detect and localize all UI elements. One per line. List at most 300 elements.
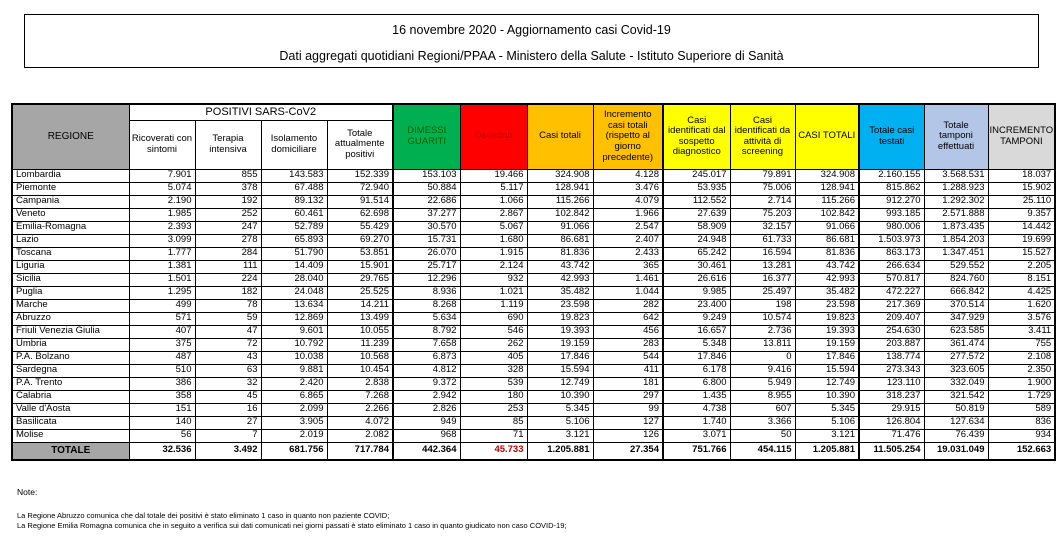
- data-cell: 283: [593, 338, 663, 351]
- data-cell: 529.552: [924, 260, 988, 273]
- data-cell: 61.733: [730, 234, 795, 247]
- data-cell: 14.211: [327, 299, 393, 312]
- data-cell: 1.288.923: [924, 182, 988, 195]
- data-cell: 321.542: [924, 390, 988, 403]
- note-line-emilia: La Regione Emilia Romagna comunica che in seguito a verifica sui dati comunicati nei giorni passati è stato eliminato 1 caso in quanto giudicato non caso COVID-19;: [17, 521, 567, 530]
- data-cell: 3.099: [129, 234, 195, 247]
- data-cell: 42.993: [527, 273, 593, 286]
- data-cell: 824.760: [924, 273, 988, 286]
- data-cell: 47: [195, 325, 261, 338]
- data-cell: 3.071: [663, 429, 730, 442]
- data-cell: 115.266: [795, 195, 859, 208]
- table-row: [12, 286, 1055, 299]
- table-row: [12, 260, 1055, 273]
- region-name: Marche: [12, 299, 129, 312]
- header-incremento-tamponi: INCREMENTO TAMPONI: [988, 104, 1055, 169]
- data-cell: 863.173: [859, 247, 924, 260]
- data-cell: 102.842: [795, 208, 859, 221]
- data-cell: 224: [195, 273, 261, 286]
- data-cell: 6.178: [663, 364, 730, 377]
- data-cell: 2.420: [261, 377, 327, 390]
- data-cell: 181: [593, 377, 663, 390]
- data-cell: 8.792: [393, 325, 460, 338]
- data-cell: 755: [988, 338, 1055, 351]
- data-cell: 411: [593, 364, 663, 377]
- data-cell: 71.476: [859, 429, 924, 442]
- data-cell: 10.792: [261, 338, 327, 351]
- data-cell: 86.681: [795, 234, 859, 247]
- data-cell: 3.121: [527, 429, 593, 442]
- data-cell: 16.657: [663, 325, 730, 338]
- data-cell: 16.594: [730, 247, 795, 260]
- header-isolamento: Isolamento domiciliare: [261, 120, 327, 169]
- data-cell: 58.909: [663, 221, 730, 234]
- data-cell: 836: [988, 416, 1055, 429]
- data-cell: 128.941: [795, 182, 859, 195]
- data-cell: 26.070: [393, 247, 460, 260]
- data-cell: 29.765: [327, 273, 393, 286]
- data-cell: 16.377: [730, 273, 795, 286]
- data-cell: 1.966: [593, 208, 663, 221]
- data-cell: 67.488: [261, 182, 327, 195]
- data-cell: 2.714: [730, 195, 795, 208]
- table-row: [12, 221, 1055, 234]
- table-footer: [12, 442, 1055, 460]
- data-cell: 993.185: [859, 208, 924, 221]
- data-cell: 1.854.203: [924, 234, 988, 247]
- data-cell: 112.552: [663, 195, 730, 208]
- data-cell: 50: [730, 429, 795, 442]
- region-name: Liguria: [12, 260, 129, 273]
- data-cell: 405: [460, 351, 527, 364]
- data-cell: 570.817: [859, 273, 924, 286]
- data-cell: 2.867: [460, 208, 527, 221]
- data-cell: 5.949: [730, 377, 795, 390]
- data-cell: 499: [129, 299, 195, 312]
- data-cell: 1.740: [663, 416, 730, 429]
- data-cell: 18.037: [988, 169, 1055, 182]
- data-cell: 182: [195, 286, 261, 299]
- data-cell: 2.350: [988, 364, 1055, 377]
- data-cell: 323.605: [924, 364, 988, 377]
- data-cell: 4.079: [593, 195, 663, 208]
- data-cell: 25.717: [393, 260, 460, 273]
- table-row: [12, 195, 1055, 208]
- data-cell: 19.823: [795, 312, 859, 325]
- data-cell: 5.067: [460, 221, 527, 234]
- data-cell: 19.159: [527, 338, 593, 351]
- data-cell: 56: [129, 429, 195, 442]
- data-cell: 934: [988, 429, 1055, 442]
- data-cell: 43.742: [527, 260, 593, 273]
- data-cell: 5.117: [460, 182, 527, 195]
- data-cell: 7.658: [393, 338, 460, 351]
- region-name: Friuli Venezia Giulia: [12, 325, 129, 338]
- data-cell: 203.887: [859, 338, 924, 351]
- data-cell: 8.151: [988, 273, 1055, 286]
- data-cell: 15.594: [527, 364, 593, 377]
- data-cell: 12.296: [393, 273, 460, 286]
- region-name: Campania: [12, 195, 129, 208]
- data-cell: 361.474: [924, 338, 988, 351]
- region-name: Molise: [12, 429, 129, 442]
- data-cell: 75.203: [730, 208, 795, 221]
- data-cell: 45: [195, 390, 261, 403]
- data-cell: 55.429: [327, 221, 393, 234]
- data-cell: 3.411: [988, 325, 1055, 338]
- data-cell: 12.749: [527, 377, 593, 390]
- data-cell: 152.339: [327, 169, 393, 182]
- data-cell: 126.804: [859, 416, 924, 429]
- data-cell: 510: [129, 364, 195, 377]
- data-cell: 912.270: [859, 195, 924, 208]
- data-cell: 127: [593, 416, 663, 429]
- data-cell: 1.985: [129, 208, 195, 221]
- notes-section: [17, 487, 566, 531]
- table-row: [12, 312, 1055, 325]
- data-cell: 8.936: [393, 286, 460, 299]
- table-row: [12, 247, 1055, 260]
- data-cell: 347.929: [924, 312, 988, 325]
- data-cell: 332.049: [924, 377, 988, 390]
- table-row: [12, 429, 1055, 442]
- data-cell: 60.461: [261, 208, 327, 221]
- data-cell: 10.055: [327, 325, 393, 338]
- data-cell: 28.040: [261, 273, 327, 286]
- table-row: [12, 351, 1055, 364]
- data-cell: 0: [730, 351, 795, 364]
- data-cell: 2.205: [988, 260, 1055, 273]
- data-cell: 2.108: [988, 351, 1055, 364]
- data-cell: 123.110: [859, 377, 924, 390]
- data-cell: 25.110: [988, 195, 1055, 208]
- table-row: [12, 182, 1055, 195]
- data-cell: 126: [593, 429, 663, 442]
- region-name: Sardegna: [12, 364, 129, 377]
- data-cell: 4.425: [988, 286, 1055, 299]
- totale-cell: 442.364: [393, 442, 460, 460]
- header-casi-totali: Casi totali: [527, 104, 593, 169]
- data-cell: 9.357: [988, 208, 1055, 221]
- data-cell: 9.601: [261, 325, 327, 338]
- region-name: Lazio: [12, 234, 129, 247]
- header-casi-screening: Casi identificati da attività di screening: [730, 104, 795, 169]
- data-cell: 24.948: [663, 234, 730, 247]
- data-cell: 252: [195, 208, 261, 221]
- data-cell: 7.268: [327, 390, 393, 403]
- data-cell: 23.598: [795, 299, 859, 312]
- table-row: [12, 364, 1055, 377]
- data-cell: 25.525: [327, 286, 393, 299]
- data-cell: 968: [393, 429, 460, 442]
- data-cell: 19.393: [795, 325, 859, 338]
- data-cell: 11.239: [327, 338, 393, 351]
- data-cell: 1.501: [129, 273, 195, 286]
- header-ricoverati: Ricoverati con sintomi: [129, 120, 195, 169]
- header-casi-totali-big: CASI TOTALI: [795, 104, 859, 169]
- data-cell: 358: [129, 390, 195, 403]
- data-cell: 7: [195, 429, 261, 442]
- data-cell: 932: [460, 273, 527, 286]
- data-cell: 23.598: [527, 299, 593, 312]
- data-cell: 254.630: [859, 325, 924, 338]
- data-cell: 22.686: [393, 195, 460, 208]
- data-cell: 24.048: [261, 286, 327, 299]
- data-cell: 16: [195, 403, 261, 416]
- data-cell: 35.482: [795, 286, 859, 299]
- data-cell: 19.823: [527, 312, 593, 325]
- data-cell: 91.066: [795, 221, 859, 234]
- report-date-title: 16 novembre 2020 - Aggiornamento casi Covid-19: [392, 23, 671, 37]
- data-cell: 63: [195, 364, 261, 377]
- region-name: Toscana: [12, 247, 129, 260]
- data-cell: 53.851: [327, 247, 393, 260]
- region-name: Emilia-Romagna: [12, 221, 129, 234]
- data-cell: 2.160.155: [859, 169, 924, 182]
- data-cell: 102.842: [527, 208, 593, 221]
- data-cell: 85: [460, 416, 527, 429]
- header-casi-sospetto: Casi identificati dal sospetto diagnostico: [663, 104, 730, 169]
- data-cell: 949: [393, 416, 460, 429]
- data-cell: 365: [593, 260, 663, 273]
- table-row: [12, 169, 1055, 182]
- notes-label: Note:: [17, 487, 38, 497]
- data-cell: 99: [593, 403, 663, 416]
- data-cell: 13.499: [327, 312, 393, 325]
- totale-label: TOTALE: [12, 442, 129, 460]
- data-cell: 2.082: [327, 429, 393, 442]
- data-cell: 143.583: [261, 169, 327, 182]
- data-cell: 1.915: [460, 247, 527, 260]
- totale-cell: 681.756: [261, 442, 327, 460]
- title-box: [24, 14, 1039, 68]
- data-cell: 10.574: [730, 312, 795, 325]
- data-cell: 128.941: [527, 182, 593, 195]
- data-cell: 607: [730, 403, 795, 416]
- region-name: Veneto: [12, 208, 129, 221]
- data-cell: 13.281: [730, 260, 795, 273]
- data-cell: 324.908: [527, 169, 593, 182]
- data-cell: 42.993: [795, 273, 859, 286]
- data-cell: 127.634: [924, 416, 988, 429]
- header-incremento-casi: Incremento casi totali (rispetto al giorno precedente): [593, 104, 663, 169]
- data-cell: 50.819: [924, 403, 988, 416]
- data-cell: 53.935: [663, 182, 730, 195]
- data-cell: 153.103: [393, 169, 460, 182]
- header-totale-testati: Totale casi testati: [859, 104, 924, 169]
- table-row: [12, 377, 1055, 390]
- data-cell: 17.846: [527, 351, 593, 364]
- data-cell: 1.295: [129, 286, 195, 299]
- data-cell: 62.698: [327, 208, 393, 221]
- data-cell: 91.514: [327, 195, 393, 208]
- data-cell: 571: [129, 312, 195, 325]
- data-cell: 4.812: [393, 364, 460, 377]
- data-cell: 815.862: [859, 182, 924, 195]
- data-cell: 980.006: [859, 221, 924, 234]
- data-cell: 5.345: [527, 403, 593, 416]
- data-cell: 13.634: [261, 299, 327, 312]
- data-cell: 1.900: [988, 377, 1055, 390]
- data-cell: 2.736: [730, 325, 795, 338]
- data-cell: 5.106: [527, 416, 593, 429]
- data-cell: 32: [195, 377, 261, 390]
- data-cell: 3.476: [593, 182, 663, 195]
- data-cell: 10.038: [261, 351, 327, 364]
- data-cell: 72.940: [327, 182, 393, 195]
- data-cell: 2.266: [327, 403, 393, 416]
- header-totale-tamponi: Totale tamponi effettuati: [924, 104, 988, 169]
- data-cell: 15.731: [393, 234, 460, 247]
- data-cell: 1.381: [129, 260, 195, 273]
- data-cell: 1.292.302: [924, 195, 988, 208]
- data-cell: 1.503.973: [859, 234, 924, 247]
- data-cell: 3.576: [988, 312, 1055, 325]
- data-cell: 15.902: [988, 182, 1055, 195]
- data-cell: 59: [195, 312, 261, 325]
- data-cell: 32.157: [730, 221, 795, 234]
- data-cell: 10.568: [327, 351, 393, 364]
- data-cell: 3.568.531: [924, 169, 988, 182]
- data-cell: 72: [195, 338, 261, 351]
- data-cell: 81.836: [527, 247, 593, 260]
- data-cell: 15.901: [327, 260, 393, 273]
- data-cell: 9.416: [730, 364, 795, 377]
- data-cell: 247: [195, 221, 261, 234]
- data-cell: 43.742: [795, 260, 859, 273]
- data-cell: 5.634: [393, 312, 460, 325]
- data-cell: 2.099: [261, 403, 327, 416]
- region-name: Puglia: [12, 286, 129, 299]
- data-cell: 2.393: [129, 221, 195, 234]
- totale-cell: 19.031.049: [924, 442, 988, 460]
- data-cell: 2.547: [593, 221, 663, 234]
- data-cell: 1.461: [593, 273, 663, 286]
- data-cell: 3.121: [795, 429, 859, 442]
- header-regione: REGIONE: [12, 104, 129, 169]
- data-cell: 115.266: [527, 195, 593, 208]
- data-cell: 375: [129, 338, 195, 351]
- data-cell: 81.836: [795, 247, 859, 260]
- data-cell: 2.019: [261, 429, 327, 442]
- data-cell: 1.044: [593, 286, 663, 299]
- data-cell: 407: [129, 325, 195, 338]
- data-cell: 9.249: [663, 312, 730, 325]
- data-cell: 6.800: [663, 377, 730, 390]
- data-cell: 386: [129, 377, 195, 390]
- totale-cell: 751.766: [663, 442, 730, 460]
- data-cell: 5.106: [795, 416, 859, 429]
- data-cell: 1.347.451: [924, 247, 988, 260]
- data-cell: 4.738: [663, 403, 730, 416]
- data-cell: 180: [460, 390, 527, 403]
- data-cell: 2.407: [593, 234, 663, 247]
- data-cell: 623.585: [924, 325, 988, 338]
- data-cell: 5.074: [129, 182, 195, 195]
- data-cell: 71: [460, 429, 527, 442]
- table-row: [12, 325, 1055, 338]
- data-cell: 1.066: [460, 195, 527, 208]
- data-cell: 78: [195, 299, 261, 312]
- data-cell: 51.790: [261, 247, 327, 260]
- data-cell: 277.572: [924, 351, 988, 364]
- table-header: [12, 104, 1055, 169]
- data-cell: 111: [195, 260, 261, 273]
- totale-cell: 717.784: [327, 442, 393, 460]
- data-cell: 278: [195, 234, 261, 247]
- region-name: Sicilia: [12, 273, 129, 286]
- data-cell: 2.433: [593, 247, 663, 260]
- data-cell: 253: [460, 403, 527, 416]
- data-cell: 209.407: [859, 312, 924, 325]
- data-cell: 43: [195, 351, 261, 364]
- data-cell: 2.124: [460, 260, 527, 273]
- data-cell: 50.884: [393, 182, 460, 195]
- data-cell: 29.915: [859, 403, 924, 416]
- region-name: P.A. Bolzano: [12, 351, 129, 364]
- data-cell: 27.639: [663, 208, 730, 221]
- data-cell: 318.237: [859, 390, 924, 403]
- header-group-positivi: POSITIVI SARS-CoV2: [129, 104, 393, 120]
- totale-cell: 3.492: [195, 442, 261, 460]
- data-cell: 37.277: [393, 208, 460, 221]
- data-cell: 14.442: [988, 221, 1055, 234]
- table-row: [12, 273, 1055, 286]
- data-cell: 8.955: [730, 390, 795, 403]
- note-line-abruzzo: La Regione Abruzzo comunica che dal totale dei positivi è stato eliminato 1 caso in quanto non paziente COVID;: [17, 511, 390, 520]
- totale-cell: 1.205.881: [527, 442, 593, 460]
- data-cell: 1.119: [460, 299, 527, 312]
- data-cell: 2.826: [393, 403, 460, 416]
- header-group-row: [12, 104, 1055, 120]
- data-cell: 10.390: [795, 390, 859, 403]
- data-cell: 19.466: [460, 169, 527, 182]
- data-cell: 27: [195, 416, 261, 429]
- header-deceduti: Deceduti: [460, 104, 527, 169]
- data-cell: 12.749: [795, 377, 859, 390]
- data-cell: 30.570: [393, 221, 460, 234]
- totale-cell: 152.663: [988, 442, 1055, 460]
- data-cell: 3.366: [730, 416, 795, 429]
- data-cell: 25.497: [730, 286, 795, 299]
- data-cell: 642: [593, 312, 663, 325]
- data-cell: 2.838: [327, 377, 393, 390]
- data-cell: 12.869: [261, 312, 327, 325]
- data-cell: 8.268: [393, 299, 460, 312]
- data-cell: 65.242: [663, 247, 730, 260]
- header-terapia-intensiva: Terapia intensiva: [195, 120, 261, 169]
- data-cell: 855: [195, 169, 261, 182]
- data-cell: 13.811: [730, 338, 795, 351]
- data-cell: 328: [460, 364, 527, 377]
- data-cell: 4.128: [593, 169, 663, 182]
- data-cell: 262: [460, 338, 527, 351]
- data-cell: 15.594: [795, 364, 859, 377]
- data-cell: 9.985: [663, 286, 730, 299]
- report-subtitle: Dati aggregati quotidiani Regioni/PPAA - Ministero della Salute - Istituto Superiore di Sanità: [279, 49, 784, 63]
- data-cell: 17.846: [663, 351, 730, 364]
- data-cell: 7.901: [129, 169, 195, 182]
- table-body: [12, 169, 1055, 442]
- data-cell: 75.006: [730, 182, 795, 195]
- data-cell: 539: [460, 377, 527, 390]
- data-cell: 690: [460, 312, 527, 325]
- region-name: Piemonte: [12, 182, 129, 195]
- data-cell: 79.891: [730, 169, 795, 182]
- data-cell: 76.439: [924, 429, 988, 442]
- data-cell: 23.400: [663, 299, 730, 312]
- table-row: [12, 208, 1055, 221]
